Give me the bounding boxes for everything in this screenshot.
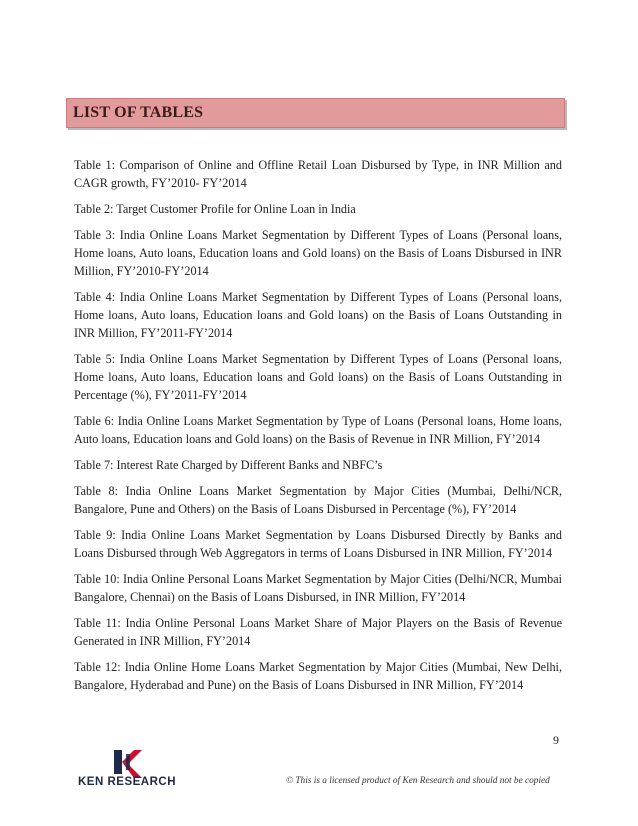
page-number: 9 <box>553 733 559 747</box>
toc-entry-3[interactable]: Table 3: India Online Loans Market Segmentation by Different Types of Loans (Personal loans, Home loans, Auto loans, Education loans and Gold loans) on the Basis of Loans Disbursed in INR Million, FY’2010-FY’2014 <box>74 228 562 278</box>
toc-entry-11[interactable]: Table 11: India Online Personal Loans Market Share of Major Players on the Basis of Revenue Generated in INR Million, FY’2014 <box>74 616 562 648</box>
ken-research-logo-icon <box>76 748 186 798</box>
toc-entry-4[interactable]: Table 4: India Online Loans Market Segmentation by Different Types of Loans (Personal loans, Home loans, Auto loans, Education loans and Gold loans) on the Basis of Loans Outstanding in INR Million, FY’2011-FY’2014 <box>74 290 562 340</box>
toc-entry-6[interactable]: Table 6: India Online Loans Market Segmentation by Type of Loans (Personal loans, Home loans, Auto loans, Education loans and Gold loans) on the Basis of Revenue in INR Million, FY’2014 <box>74 414 562 446</box>
section-header-bar <box>66 98 565 128</box>
logo-text: KEN RESEARCH <box>78 776 177 788</box>
toc-entry-8[interactable]: Table 8: India Online Loans Market Segmentation by Major Cities (Mumbai, Delhi/NCR, Bangalore, Pune and Others) on the Basis of Loans Disbursed in Percentage (%), FY’2014 <box>74 484 562 516</box>
toc-entry-9[interactable]: Table 9: India Online Loans Market Segmentation by Loans Disbursed Directly by Banks and Loans Disbursed through Web Aggregators in terms of Loans Disbursed in INR Million, FY’2014 <box>74 528 562 560</box>
toc-entry-5[interactable]: Table 5: India Online Loans Market Segmentation by Different Types of Loans (Personal loans, Home loans, Auto loans, Education loans and Gold loans) on the Basis of Loans Outstanding in Percentage (%), FY’2011-FY’2014 <box>74 352 562 402</box>
section-title: LIST OF TABLES <box>73 104 204 121</box>
toc-entry-10[interactable]: Table 10: India Online Personal Loans Market Segmentation by Major Cities (Delhi/NCR, Mumbai Bangalore, Chennai) on the Basis of Loans Disbursed, in INR Million, FY’2014 <box>74 572 562 604</box>
footer-copyright: © This is a licensed product of Ken Research and should not be copied <box>286 776 550 786</box>
toc-entry-2[interactable]: Table 2: Target Customer Profile for Online Loan in India <box>74 202 356 216</box>
toc-entry-7[interactable]: Table 7: Interest Rate Charged by Different Banks and NBFC’s <box>74 458 383 472</box>
toc-entry-12[interactable]: Table 12: India Online Home Loans Market Segmentation by Major Cities (Mumbai, New Delhi, Bangalore, Hyderabad and Pune) on the Basis of Loans Disbursed in INR Million, FY’2014 <box>74 660 562 692</box>
toc-entry-1[interactable]: Table 1: Comparison of Online and Offline Retail Loan Disbursed by Type, in INR Million and CAGR growth, FY’2010- FY’2014 <box>74 158 562 190</box>
table-list <box>74 156 562 702</box>
